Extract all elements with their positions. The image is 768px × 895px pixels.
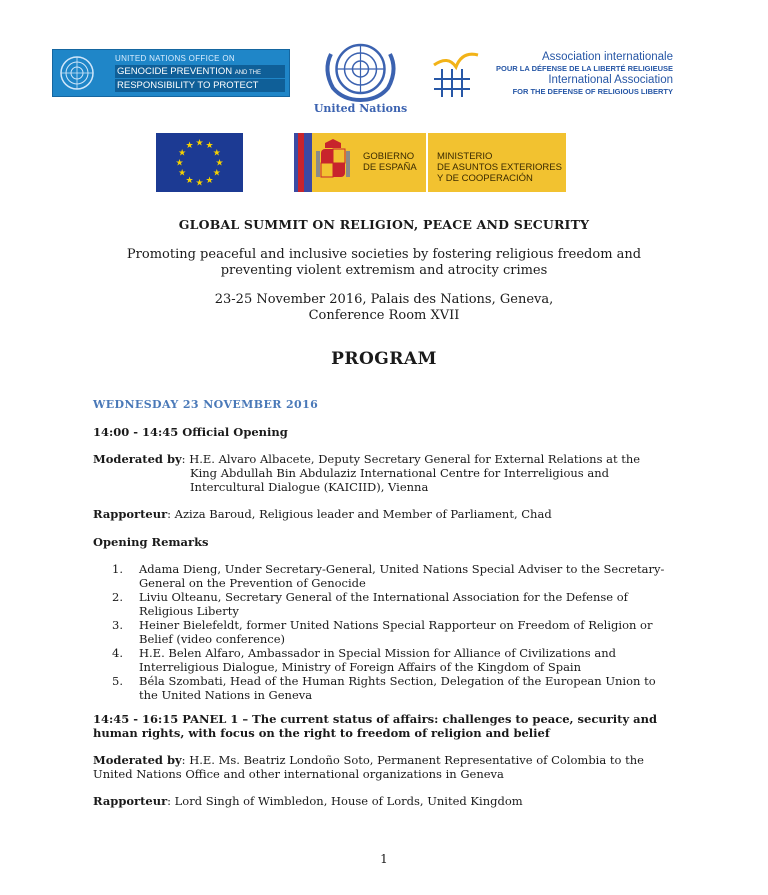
eu-star-icon: ★ <box>205 141 214 152</box>
moderated-label: Moderated by <box>93 452 182 466</box>
session2-rapporteur <box>93 794 693 808</box>
eu-star-icon: ★ <box>212 148 221 159</box>
moderated-line2: United Nations Office and other international organizations in Geneva <box>93 767 504 781</box>
moderated-line3: Intercultural Dialogue (KAICIID), Vienna <box>190 480 429 494</box>
list-item-line2: Religious Liberty <box>139 604 239 618</box>
eu-star-icon: ★ <box>205 175 214 186</box>
opening-remarks-heading: Opening Remarks <box>93 535 209 549</box>
list-item-number: 5. <box>112 674 123 688</box>
eu-star-icon: ★ <box>215 158 224 169</box>
aidlr-emblem-icon <box>428 45 488 101</box>
list-item-line1: H.E. Belen Alfaro, Ambassador in Special Mission for Alliance of Civilizations and <box>139 646 616 660</box>
session2-title-line1: 14:45 - 16:15 PANEL 1 – The current status of affairs: challenges to peace, security and <box>93 712 657 726</box>
logo-aidlr <box>428 45 673 101</box>
un-emblem-icon <box>313 40 408 102</box>
logo-un-genocide-prevention <box>52 49 290 97</box>
eu-star-icon: ★ <box>195 178 204 189</box>
ungp-line2b: AND THE <box>234 70 261 76</box>
aidlr-line2: POUR LA DÉFENSE DE LA LIBERTÉ RELIGIEUSE <box>496 64 673 73</box>
moderated-line1: : H.E. Ms. Beatriz Londoño Soto, Permanent Representative of Colombia to the <box>181 753 644 767</box>
list-item <box>112 590 687 618</box>
list-item-line1: Béla Szombati, Head of the Human Rights Section, Delegation of the European Union to <box>139 674 656 688</box>
min-line1: MINISTERIO <box>437 151 493 162</box>
list-item <box>112 562 687 590</box>
summit-subtitle <box>0 247 768 279</box>
logo-divider <box>426 133 428 192</box>
list-item-line2: Belief (video conference) <box>139 632 286 646</box>
rapporteur-label: Rapporteur <box>93 794 168 808</box>
ungp-line3: RESPONSIBILITY TO PROTECT <box>115 79 285 92</box>
day-heading: WEDNESDAY 23 NOVEMBER 2016 <box>93 398 319 411</box>
eu-star-icon: ★ <box>185 175 194 186</box>
summit-dates <box>0 292 768 324</box>
opening-remarks-list <box>112 562 687 702</box>
summit-title: GLOBAL SUMMIT ON RELIGION, PEACE AND SECURITY <box>178 217 590 232</box>
min-line3: Y DE COOPERACIÓN <box>437 173 533 184</box>
un-emblem-icon <box>59 55 95 91</box>
list-item <box>112 618 687 646</box>
min-line2: DE ASUNTOS EXTERIORES <box>437 162 562 173</box>
list-item-number: 2. <box>112 590 123 604</box>
moderated-line1: : H.E. Alvaro Albacete, Deputy Secretary General for External Relations at the <box>181 452 641 466</box>
eu-star-icon: ★ <box>195 138 204 149</box>
list-item-line1: Heiner Bielefeldt, former United Nations Special Rapporteur on Freedom of Religion or <box>139 618 653 632</box>
aidlr-text <box>496 51 673 97</box>
moderated-line2: King Abdullah Bin Abdulaziz International Centre for Interreligious and <box>190 466 609 480</box>
logo-united-nations <box>313 40 408 116</box>
eu-stars-icon <box>156 133 243 192</box>
ungp-line1: UNITED NATIONS OFFICE ON <box>115 54 235 63</box>
list-item-number: 4. <box>112 646 123 660</box>
list-item-line2: Interreligious Dialogue, Ministry of Foreign Affairs of the Kingdom of Spain <box>139 660 582 674</box>
dates-line2: Conference Room XVII <box>308 308 460 323</box>
subtitle-line1: Promoting peaceful and inclusive societies by fostering religious freedom and <box>126 247 642 262</box>
list-item-number: 3. <box>112 618 123 632</box>
list-item <box>112 646 687 674</box>
eu-star-icon: ★ <box>175 158 184 169</box>
gobierno-text <box>363 151 417 173</box>
session2-title <box>93 712 683 740</box>
subtitle-line2: preventing violent extremism and atrocity crimes <box>220 263 548 278</box>
list-item-line1: Adama Dieng, Under Secretary-General, United Nations Special Adviser to the Secretary- <box>139 562 665 576</box>
eu-star-icon: ★ <box>212 168 221 179</box>
session1-title: 14:00 - 14:45 Official Opening <box>93 425 288 439</box>
list-item-line1: Liviu Olteanu, Secretary General of the International Association for the Defense of <box>139 590 628 604</box>
list-item-number: 1. <box>112 562 123 576</box>
dates-line1: 23-25 November 2016, Palais des Nations, Geneva, <box>214 292 554 307</box>
rapporteur-label: Rapporteur <box>93 507 168 521</box>
spain-flag-stripe <box>294 133 312 192</box>
logo-eu-flag <box>156 133 243 192</box>
session1-moderator <box>93 452 693 494</box>
rapporteur-text: : Lord Singh of Wimbledon, House of Lords, United Kingdom <box>167 794 523 808</box>
eu-star-icon: ★ <box>185 141 194 152</box>
un-logo-text: United Nations <box>313 102 408 115</box>
gob-line2: DE ESPAÑA <box>363 162 417 173</box>
ungp-line2 <box>115 65 285 78</box>
list-item-line2: the United Nations in Geneva <box>139 688 313 702</box>
session1-rapporteur <box>93 507 693 521</box>
gob-line1: GOBIERNO <box>363 151 415 162</box>
aidlr-line1: Association internationale <box>541 51 673 63</box>
list-item-line2: General on the Prevention of Genocide <box>139 576 366 590</box>
moderated-label: Moderated by <box>93 753 182 767</box>
session2-title-line2: human rights, with focus on the right to freedom of religion and belief <box>93 726 550 740</box>
list-item <box>112 674 687 702</box>
eu-star-icon: ★ <box>178 168 187 179</box>
eu-star-icon: ★ <box>178 148 187 159</box>
session2-moderator <box>93 753 683 781</box>
program-heading: PROGRAM <box>331 349 437 369</box>
rapporteur-text: : Aziza Baroud, Religious leader and Member of Parliament, Chad <box>167 507 552 521</box>
page-number: 1 <box>380 852 388 866</box>
ungp-line2a: GENOCIDE PREVENTION <box>117 66 233 77</box>
ministerio-text <box>437 151 562 184</box>
logo-gobierno-espana <box>294 133 566 192</box>
aidlr-line4: FOR THE DEFENSE OF RELIGIOUS LIBERTY <box>512 87 673 96</box>
spain-coat-of-arms-icon <box>316 139 350 187</box>
aidlr-line3: International Association <box>548 74 673 86</box>
